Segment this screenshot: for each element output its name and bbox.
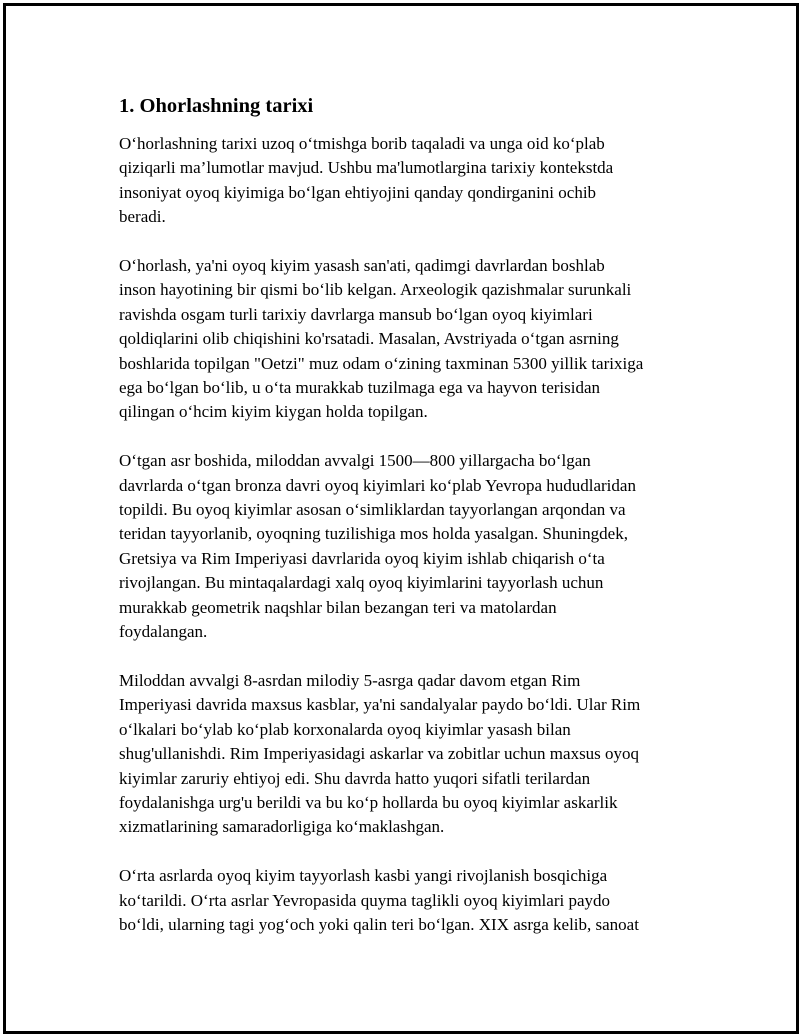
paragraph-line: ko‘tarildi. O‘rta asrlar Yevropasida quyma taglikli oyoq kiyimlari paydo (119, 890, 611, 910)
paragraph-line: boshlarida topilgan "Oetzi" muz odam o‘zining taxminan 5300 yillik tarixiga (119, 353, 644, 373)
paragraph-line: Gretsiya va Rim Imperiyasi davrlarida oyoq kiyim ishlab chiqarish o‘ta (119, 548, 605, 568)
document-body (119, 94, 689, 962)
paragraph-line: insoniyat oyoq kiyimiga bo‘lgan ehtiyojini qanday qondirganini ochib (119, 182, 597, 202)
paragraph-line: davrlarda o‘tgan bronza davri oyoq kiyimlari ko‘plab Yevropa hududlaridan (119, 475, 636, 495)
paragraph-line: ega bo‘lgan bo‘lib, u o‘ta murakkab tuzilmaga ega va hayvon terisidan (119, 378, 601, 398)
paragraph-line: Miloddan avvalgi 8-asrdan milodiy 5-asrga qadar davom etgan Rim (119, 670, 581, 690)
paragraph-5 (119, 864, 689, 937)
paragraph-line: qiziqarli ma’lumotlar mavjud. Ushbu ma'lumotlargina tarixiy kontekstda (119, 158, 614, 178)
paragraph-line: topildi. Bu oyoq kiyimlar asosan o‘simliklardan tayyorlangan arqondan va (119, 500, 626, 520)
paragraph-4 (119, 669, 689, 840)
paragraph-line: O‘horlashning tarixi uzoq o‘tmishga borib taqaladi va unga oid ko‘plab (119, 134, 605, 153)
paragraph-line: shug'ullanishdi. Rim Imperiyasidagi askarlar va zobitlar uchun maxsus oyoq (119, 744, 640, 764)
paragraph-line: qoldiqlarini olib chiqishini ko'rsatadi. Masalan, Avstriyada o‘tgan asrning (119, 329, 619, 349)
paragraph-line: o‘lkalari bo‘ylab ko‘plab korxonalarda oyoq kiyimlar yasash bilan (119, 719, 571, 739)
paragraph-line: teridan tayyorlanib, oyoqning tuzilishiga mos holda yasalgan. Shuningdek, (119, 524, 628, 544)
paragraph-line: Imperiyasi davrida maxsus kasblar, ya'ni sandalyalar paydo bo‘ldi. Ular Rim (119, 695, 641, 715)
paragraph-line: bo‘ldi, ularning tagi yog‘och yoki qalin teri bo‘lgan. XIX asrga kelib, sanoat (119, 914, 639, 934)
paragraph-line: qilingan o‘hcim kiyim kiygan holda topilgan. (119, 402, 428, 422)
paragraph-line: beradi. (119, 207, 166, 227)
paragraph-line: murakkab geometrik naqshlar bilan bezangan teri va matolardan (119, 597, 557, 617)
paragraph-1 (119, 132, 689, 230)
paragraph-line: xizmatlarining samaradorligiga ko‘maklashgan. (119, 817, 445, 837)
paragraph-2 (119, 254, 689, 425)
paragraph-3 (119, 449, 689, 644)
paragraph-line: foydalanishga urg'u berildi va bu ko‘p hollarda bu oyoq kiyimlar askarlik (119, 792, 618, 812)
paragraph-line: rivojlangan. Bu mintaqalardagi xalq oyoq kiyimlarini tayyorlash uchun (119, 573, 604, 593)
section-heading: 1. Ohorlashning tarixi (119, 95, 314, 117)
paragraph-line: kiyimlar zaruriy ehtiyoj edi. Shu davrda hatto yuqori sifatli terilardan (119, 768, 591, 788)
paragraph-line: foydalangan. (119, 622, 208, 642)
paragraph-line: inson hayotining bir qismi bo‘lib kelgan. Arxeologik qazishmalar surunkali (119, 280, 632, 300)
paragraph-line: O‘horlash, ya'ni oyoq kiyim yasash san'ati, qadimgi davrlardan boshlab (119, 256, 605, 276)
paragraph-line: O‘tgan asr boshida, miloddan avvalgi 1500—800 yillargacha bo‘lgan (119, 451, 591, 471)
paragraph-line: ravishda osgam turli tarixiy davrlarga mansub bo‘lgan oyoq kiyimlari (119, 304, 593, 324)
paragraph-line: O‘rta asrlarda oyoq kiyim tayyorlash kasbi yangi rivojlanish bosqichiga (119, 866, 608, 886)
